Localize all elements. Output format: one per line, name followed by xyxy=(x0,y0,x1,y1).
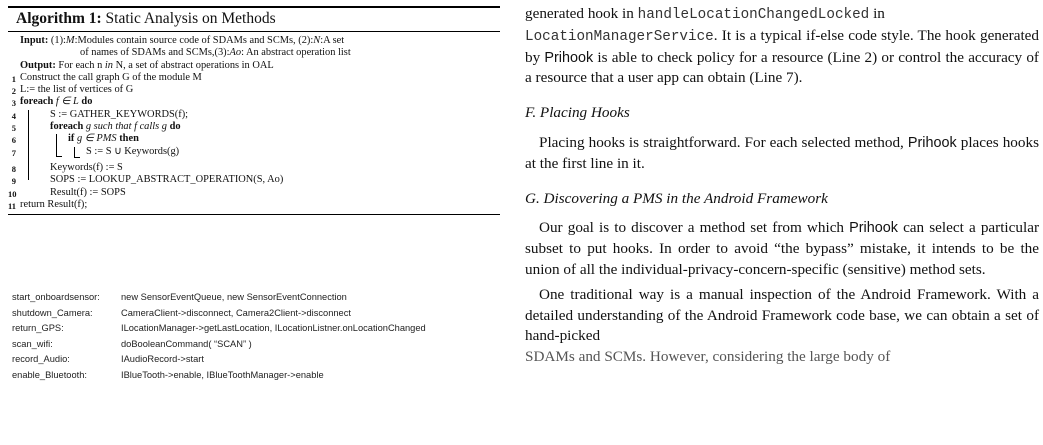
input-math: N xyxy=(313,35,321,46)
line-number: 3 xyxy=(11,98,16,109)
algorithm-line xyxy=(8,96,500,108)
line-text: Construct the call graph G of the module M xyxy=(20,71,202,83)
line-text: L:= the list of vertices of G xyxy=(20,84,134,96)
mapping-row xyxy=(12,306,502,322)
algorithm-line xyxy=(11,108,500,121)
algorithm-line xyxy=(11,145,500,158)
line-keyword: foreach xyxy=(50,121,84,133)
input-text: :Modules contain source code of SDAMs and SCMs, (2): xyxy=(74,35,314,46)
algorithm-line xyxy=(8,84,500,96)
line-number: 4 xyxy=(11,110,16,121)
algorithm-block-outer xyxy=(8,109,500,199)
section-heading-g: G. Discovering a PMS in the Android Framework xyxy=(525,189,828,207)
right-text-column xyxy=(525,4,1039,368)
algorithm-line xyxy=(11,133,500,146)
line-number: 8 xyxy=(11,163,16,174)
tool-name: Prihook xyxy=(907,134,957,151)
line-number: 1 xyxy=(11,73,16,84)
tool-name: Prihook xyxy=(544,49,594,66)
line-text: Keywords(f) := S xyxy=(50,161,123,173)
line-number: 5 xyxy=(11,123,16,134)
algorithm-box xyxy=(8,6,500,215)
algorithm-line xyxy=(11,161,500,174)
mapping-value: IBlueTooth->enable, IBlueToothManager->enable xyxy=(121,369,324,380)
input-math: M xyxy=(65,35,75,46)
mapping-key: enable_Bluetooth: xyxy=(12,369,87,380)
input-text: : An abstract operation list xyxy=(241,47,351,59)
input-text: (1): xyxy=(48,35,66,46)
text-run-cut: SDAMs and SCMs. However, considering the large body of xyxy=(525,348,891,366)
line-text: SOPS := LOOKUP_ABSTRACT_OPERATION(S, Ao) xyxy=(50,174,284,186)
line-number: 10 xyxy=(8,188,17,199)
algorithm-line xyxy=(8,186,500,199)
line-keyword: do xyxy=(81,96,93,108)
input-text: :A set xyxy=(320,35,345,46)
mapping-value: CameraClient->disconnect, Camera2Client->disconnect xyxy=(121,307,351,318)
mapping-row xyxy=(12,321,502,337)
text-run: Placing hooks is straightforward. For each selected method, xyxy=(539,133,908,151)
input-math: Ao xyxy=(229,47,242,59)
line-keyword: do xyxy=(169,121,181,133)
mapping-row xyxy=(12,368,502,384)
paragraph xyxy=(525,218,1039,280)
tool-name: Prihook xyxy=(849,220,898,237)
mapping-key: return_GPS: xyxy=(12,323,64,334)
algorithm-name: Static Analysis on Methods xyxy=(105,10,276,27)
algorithm-label: Algorithm 1: xyxy=(16,10,102,27)
line-number: 6 xyxy=(11,135,16,146)
mapping-row xyxy=(12,290,502,306)
code-run: handleLocationChangedLocked xyxy=(637,7,870,23)
paragraph xyxy=(525,285,1039,368)
output-text: For each n xyxy=(55,59,105,71)
code-run: LocationManagerService xyxy=(525,28,714,45)
text-run: is able to check policy for a resource (Line 2) or control the accuracy of a resource that a user app can obtain (Line 7). xyxy=(525,48,1039,87)
text-run: One traditional way is a manual inspection of the Android Framework. With a detailed understanding of the Android Framework code base, we can obtain a set of hand-picked xyxy=(525,285,1039,345)
algorithm-input xyxy=(8,35,500,60)
text-run: can select a particular subset to put hooks. In order to avoid “the bypass” mistake, it intends to be the union of all the individual-privacy-concern-specific (sensitive) method sets. xyxy=(525,219,1039,278)
mapping-value: IAudioRecord->start xyxy=(121,354,204,365)
algorithm-bottom-rule xyxy=(8,214,500,215)
output-math: in xyxy=(104,59,113,71)
mapping-value: new SensorEventQueue, new SensorEventConnection xyxy=(121,292,347,302)
line-text: return Result(f); xyxy=(20,198,88,210)
output-label: Output: xyxy=(20,59,56,71)
mapping-value: ILocationManager->getLastLocation, ILocationListner.onLocationChanged xyxy=(121,323,426,334)
text-run: Our goal is to discover a method set from which xyxy=(539,219,850,237)
mapping-row xyxy=(12,352,502,368)
algorithm-line xyxy=(11,121,500,134)
text-run: places hooks at the first line in it. xyxy=(525,133,1039,172)
text-run: generated hook in xyxy=(525,5,638,22)
line-number: 9 xyxy=(11,176,16,187)
abstract-operation-mapping xyxy=(12,290,502,384)
text-run: in xyxy=(869,5,885,22)
algorithm-block-inner xyxy=(11,133,500,158)
algorithm-line xyxy=(8,72,500,84)
mapping-key: start_onboardsensor: xyxy=(12,292,100,302)
algorithm-line xyxy=(11,174,500,187)
paragraph xyxy=(525,4,1039,89)
mapping-key: shutdown_Camera: xyxy=(12,307,93,318)
mapping-key: record_Audio: xyxy=(12,354,70,365)
algorithm-title xyxy=(8,6,500,32)
text-run: . It is a typical if-else code style. The hook generated by xyxy=(525,26,1039,66)
line-math: g such that f calls g xyxy=(85,121,167,133)
mapping-value: doBooleanCommand( “SCAN” ) xyxy=(121,338,252,349)
algorithm-line xyxy=(8,199,500,211)
algorithm-body xyxy=(8,32,500,211)
input-text: of names of SDAMs and SCMs,(3): xyxy=(80,47,230,59)
line-text: S := GATHER_KEYWORDS(f); xyxy=(50,108,189,120)
line-number: 11 xyxy=(8,200,17,211)
line-number: 2 xyxy=(11,86,16,97)
line-number: 7 xyxy=(11,147,16,158)
paragraph xyxy=(525,133,1039,175)
line-text: Result(f) := SOPS xyxy=(50,186,126,198)
line-keyword: then xyxy=(119,133,139,145)
mapping-key: scan_wifi: xyxy=(12,338,53,349)
section-heading-f: F. Placing Hooks xyxy=(525,104,630,122)
mapping-row xyxy=(12,337,502,353)
line-math: f ∈ L xyxy=(55,96,79,108)
line-math: g ∈ PMS xyxy=(76,133,117,145)
output-text: N, a set of abstract operations in OAL xyxy=(112,59,274,71)
line-keyword: foreach xyxy=(20,96,54,108)
line-keyword: if xyxy=(68,133,75,145)
input-label: Input: xyxy=(20,35,49,46)
algorithm-output xyxy=(8,60,500,72)
line-text: S := S ∪ Keywords(g) xyxy=(86,145,180,157)
